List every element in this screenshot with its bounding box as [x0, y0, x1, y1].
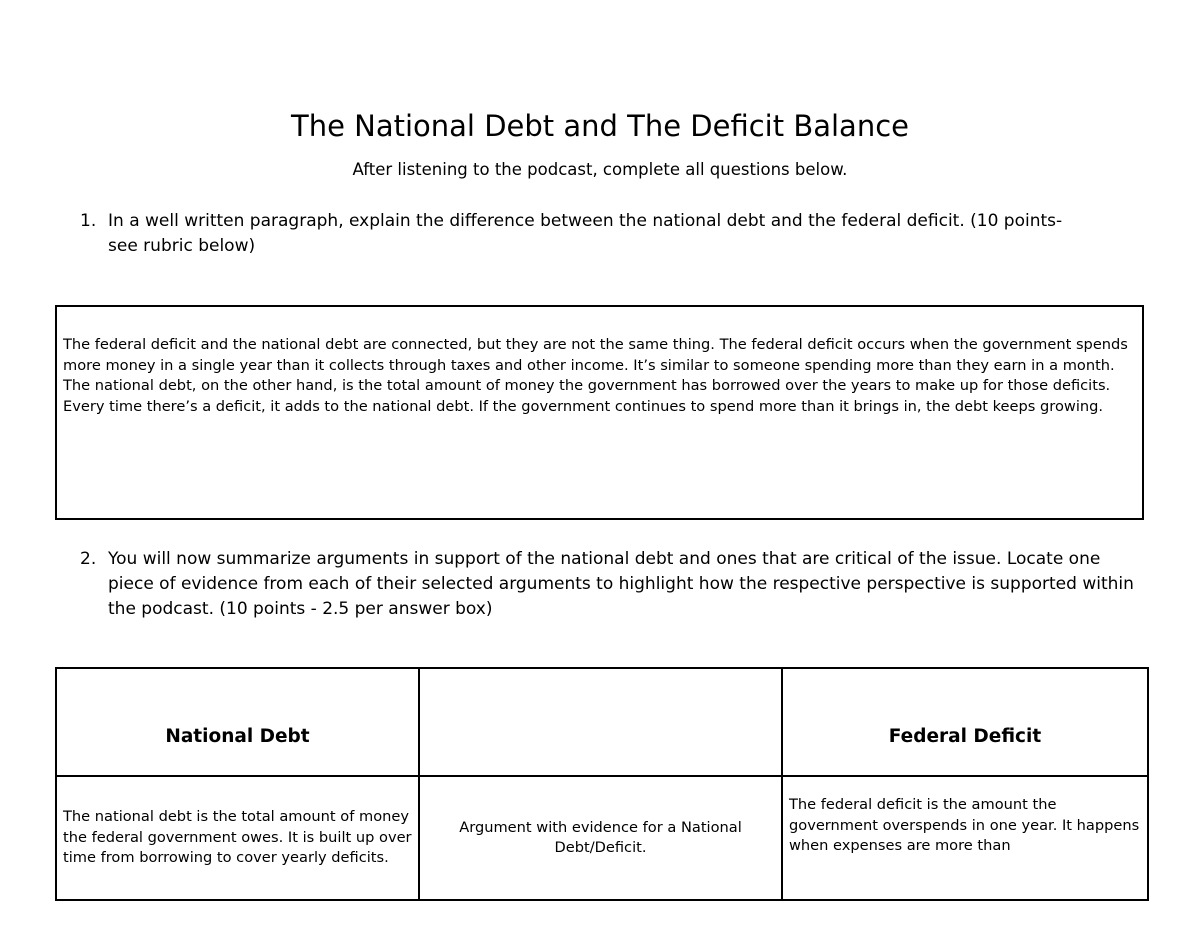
question-1	[80, 209, 1080, 259]
header-middle	[419, 668, 782, 776]
table-row	[56, 776, 1148, 900]
answer-1-box[interactable]: The federal deficit and the national debt are connected, but they are not the same thing. The federal deficit occurs when the government spends more money in a single year than it collects through taxes and other income. It’s similar to someone spending more than they earn in a month. The national debt, on the other hand, is the total amount of money the government has borrowed over the years to make up for those deficits. Every time there’s a deficit, it adds to the national debt. If the government continues to spend more than it brings in, the debt keeps growing.	[55, 305, 1144, 520]
national-debt-answer-cell[interactable]: The national debt is the total amount of money the federal government owes. It is built up over time from borrowing to cover yearly deficits.	[56, 776, 419, 900]
arguments-table	[55, 667, 1149, 901]
question-text: In a well written paragraph, explain the difference between the national debt and the federal deficit. (10 points-see rubric below)	[108, 211, 1063, 256]
question-number: 2.	[80, 549, 97, 569]
question-text: You will now summarize arguments in support of the national debt and ones that are critical of the issue. Locate one piece of evidence from each of their selected arguments to highlight how the respective perspective is supported within the podcast. (10 points - 2.5 per answer box)	[108, 549, 1134, 619]
argument-evidence-cell[interactable]: Argument with evidence for a National Debt/Deficit.	[419, 776, 782, 900]
question-number: 1.	[80, 211, 97, 231]
header-national-debt: National Debt	[56, 668, 419, 776]
instructions: After listening to the podcast, complete all questions below.	[352, 160, 848, 179]
page-title: The National Debt and The Deficit Balance	[290, 109, 909, 143]
federal-deficit-answer-cell[interactable]: The federal deficit is the amount the government overspends in one year. It happens when expenses are more than	[782, 776, 1148, 900]
header-federal-deficit: Federal Deficit	[782, 668, 1148, 776]
question-2	[80, 547, 1150, 622]
table-header-row	[56, 668, 1148, 776]
